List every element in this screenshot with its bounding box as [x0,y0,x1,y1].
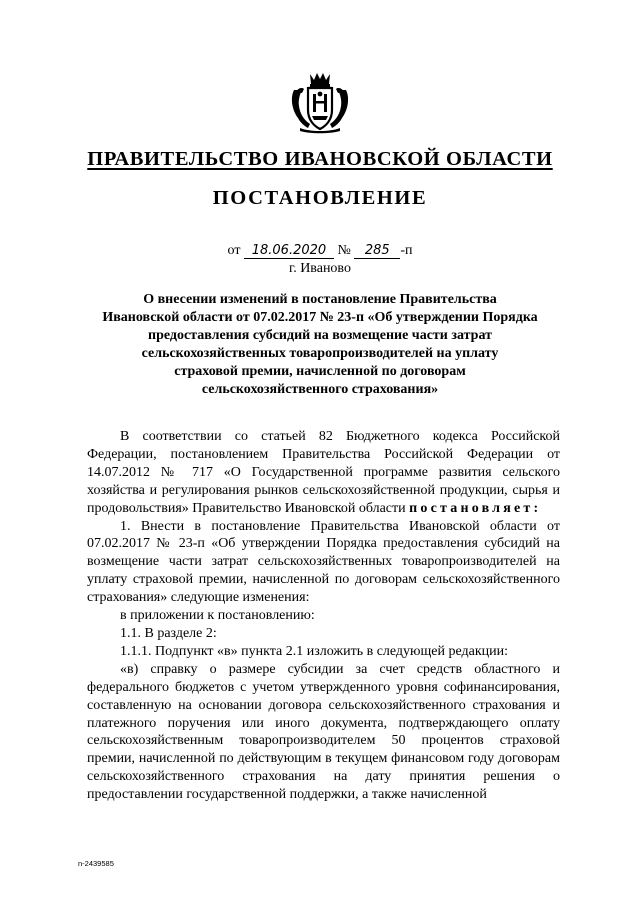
subject-line: сельскохозяйственных товаропроизводителей на уплату [141,346,499,361]
handwritten-number: 285 [354,244,400,259]
document-body [87,428,560,804]
subject-line: страховой премии, начисленной по договорам [174,364,466,379]
body-paragraph-2: в приложении к постановлению: [120,608,315,624]
date-prefix: от [227,243,241,258]
document-type-title: ПОСТАНОВЛЕНИЕ [212,187,428,209]
subject-line: предоставления субсидий на возмещение части затрат [148,328,492,343]
number-suffix: -п [400,243,413,258]
subject-line: О внесении изменений в постановление Правительства [143,292,497,307]
document-subject [80,291,560,399]
body-paragraph-4: 1.1.1. Подпункт «в» пункта 2.1 изложить в следующей редакции: [120,643,509,659]
subject-line: Ивановской области от 07.02.2017 № 23-п «Об утверждении Порядка [102,310,538,325]
body-paragraph-preamble [87,428,560,518]
body-paragraph-5: «в) справку о размере субсидии за счет средств областного и федерального бюджетов с учетом утвержденного уровня софинансирования, составленную на основании договора сельскохозяйственного страхования и платежного поручения или иного документа, подтверждающего оплату сельскохозяйственным товаропроизводителем 50 процентов страховой премии, начисленной по действующим в текущем финансовом году договорам сельскохозяйственного страхования на дату принятия решения о предоставлении государственной поддержки, а также начисленной [87,661,560,803]
preamble-text: В соответствии со статьей 82 Бюджетного кодекса Российской Федерации, постановлением Правительства Российской Федерации от 14.07.2012 № 717 «О Государственной программе развития сельского хозяйства и регулирования рынков сельскохозяйственной продукции, сырья и продовольствия» Правительство Ивановской области [87,429,560,516]
subject-line: сельскохозяйственного страхования» [201,382,439,397]
document-id: n-2439585 [78,859,114,868]
body-paragraph-1: 1. Внести в постановление Правительства Ивановской области от 07.02.2017 № 23-п «Об утверждении Порядка предоставления субсидий на возмещение части затрат сельскохозяйственных товаропроизводителей на уплату страховой премии, начисленной по договорам сельскохозяйственного страхования» следующие изменения: [87,518,560,606]
resolution-keyword: постановляет: [409,500,542,516]
body-paragraph-3: 1.1. В разделе 2: [120,625,217,641]
handwritten-date: 18.06.2020 [244,244,334,259]
government-title: ПРАВИТЕЛЬСТВО ИВАНОВСКОЙ ОБЛАСТИ [87,148,553,170]
number-prefix: № [337,243,351,258]
city-line: г. Иваново [289,261,351,276]
coat-of-arms-icon [288,70,352,134]
date-number-line [0,243,640,259]
